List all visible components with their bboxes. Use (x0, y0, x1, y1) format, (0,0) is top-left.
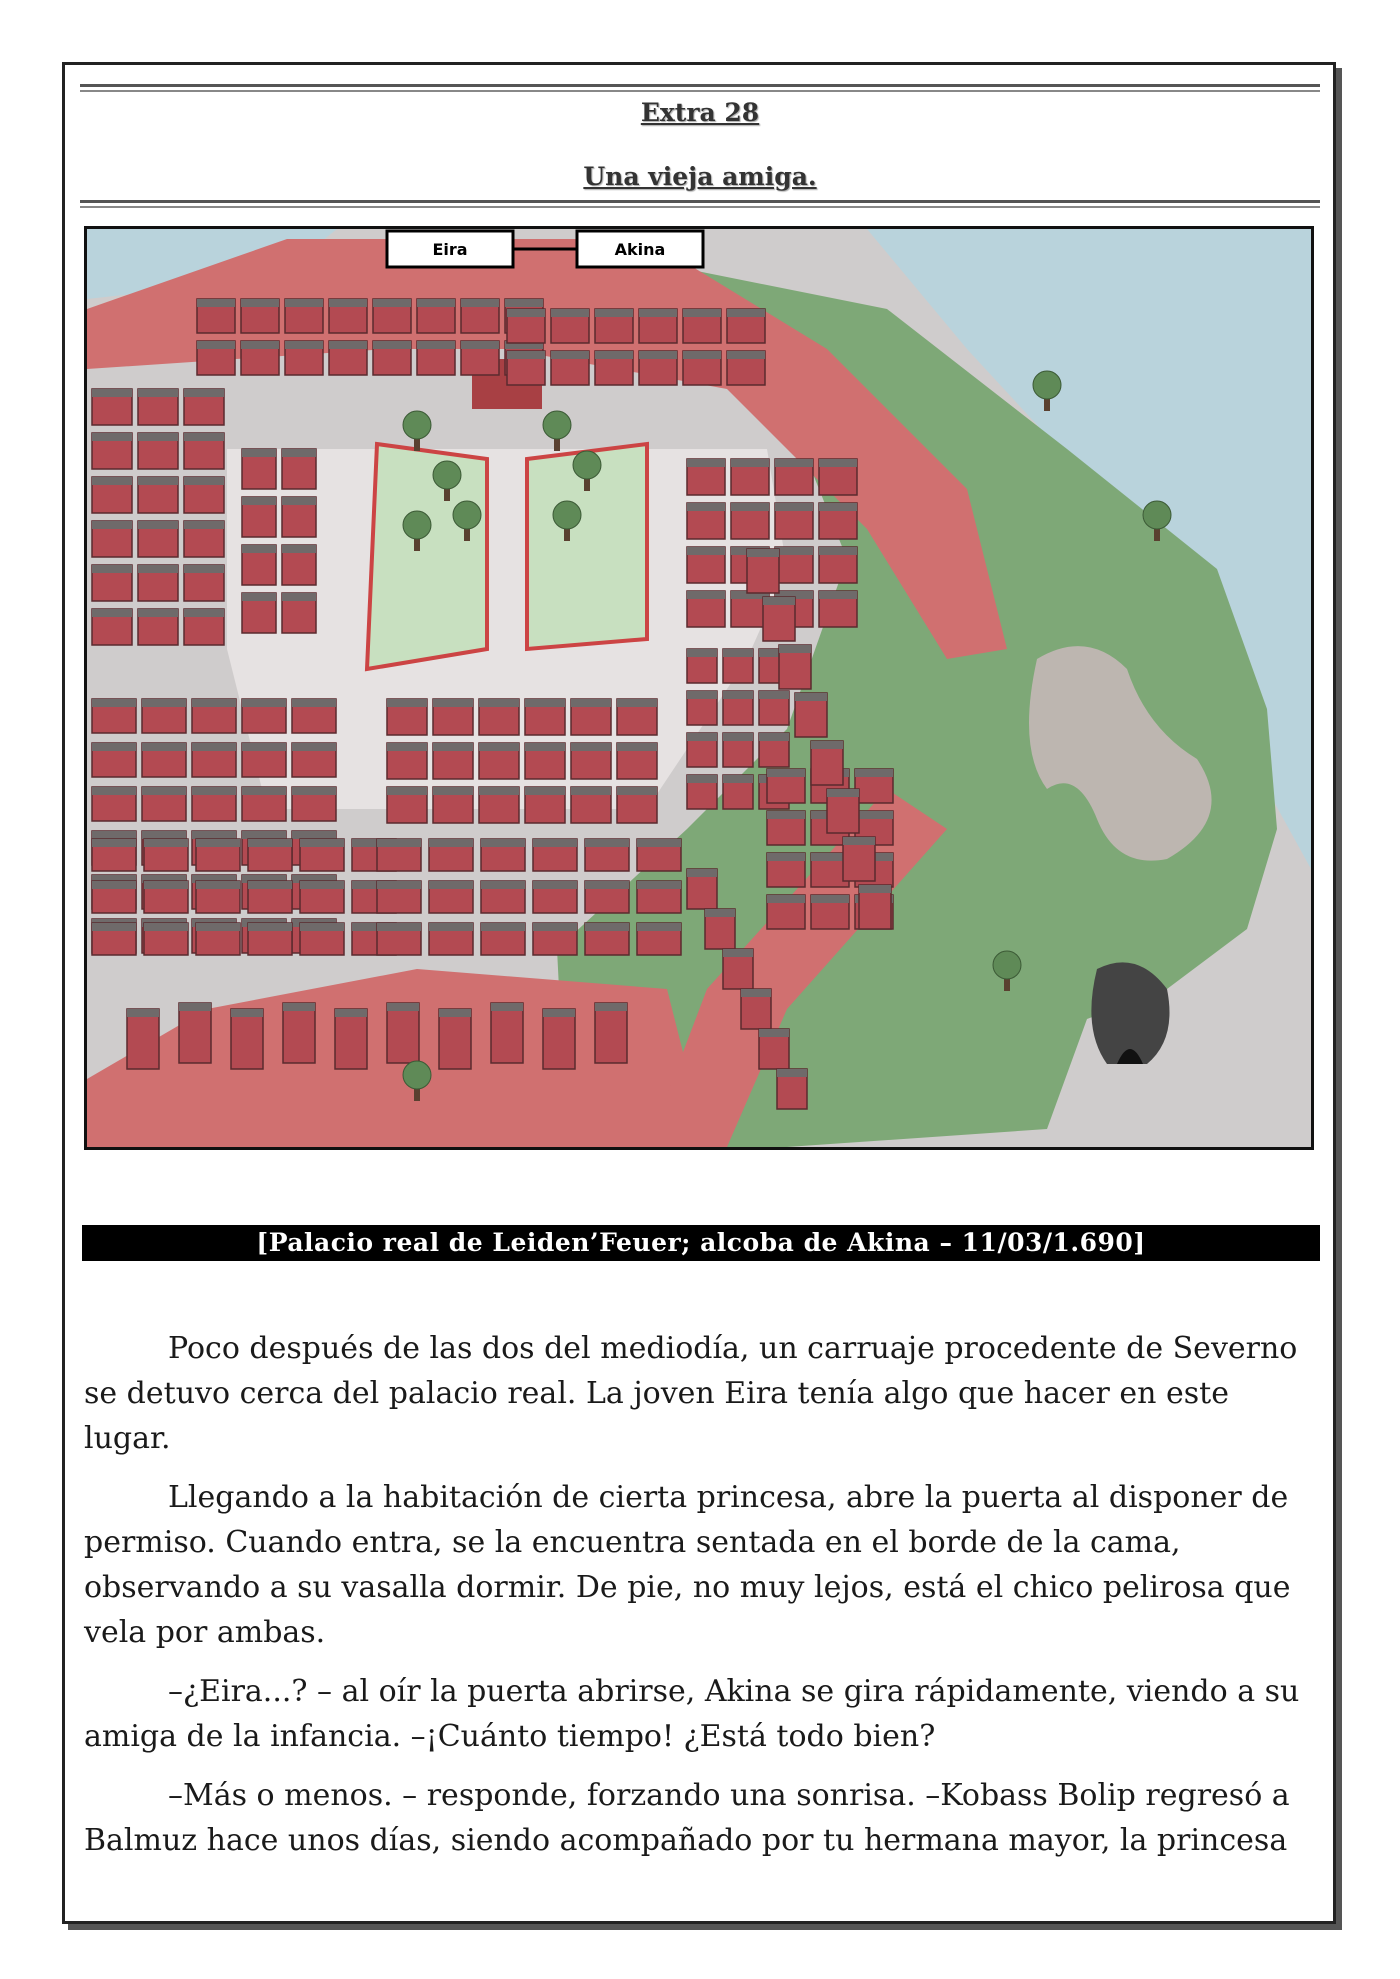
building (687, 691, 717, 725)
building (507, 351, 545, 385)
building (92, 609, 132, 645)
building (242, 787, 286, 821)
building (184, 521, 224, 557)
building (747, 549, 779, 593)
building (481, 923, 525, 955)
building (637, 839, 681, 871)
building (184, 389, 224, 425)
building (192, 743, 236, 777)
building (727, 351, 765, 385)
building (767, 769, 805, 803)
map-label-akina (577, 231, 703, 267)
building (759, 691, 789, 725)
building (819, 459, 857, 495)
building (144, 839, 188, 871)
title-divider (80, 200, 1320, 208)
building (92, 477, 132, 513)
building (551, 351, 589, 385)
building (192, 787, 236, 821)
building (723, 775, 753, 809)
building (819, 591, 857, 627)
building (300, 881, 344, 913)
building (775, 503, 813, 539)
building (705, 909, 735, 949)
building (248, 923, 292, 955)
building (763, 597, 795, 641)
building (481, 839, 525, 871)
building (723, 949, 753, 989)
building (248, 881, 292, 913)
building (138, 521, 178, 557)
building (387, 1003, 419, 1063)
building (285, 341, 323, 375)
building (507, 309, 545, 343)
building (242, 743, 286, 777)
building (127, 1009, 159, 1069)
building (242, 497, 276, 537)
building (731, 459, 769, 495)
building (138, 477, 178, 513)
building (741, 989, 771, 1029)
building (184, 565, 224, 601)
building (92, 433, 132, 469)
building (687, 649, 717, 683)
building (387, 787, 427, 823)
building (811, 895, 849, 929)
location-banner: [Palacio real de Leiden’Feuer; alcoba de Akina – 11/03/1.690] (82, 1225, 1320, 1261)
building (687, 869, 717, 909)
building (282, 593, 316, 633)
building (242, 449, 276, 489)
building (242, 593, 276, 633)
building (759, 1029, 789, 1069)
building (196, 881, 240, 913)
building (285, 299, 323, 333)
garden-left (367, 444, 487, 669)
building (687, 733, 717, 767)
building (92, 699, 136, 733)
building (192, 699, 236, 733)
building (248, 839, 292, 871)
building (283, 1003, 315, 1063)
building (433, 743, 473, 779)
building (571, 787, 611, 823)
map-label-eira (387, 231, 513, 267)
building (377, 839, 421, 871)
building (775, 547, 813, 583)
building (377, 881, 421, 913)
building (282, 545, 316, 585)
building (723, 733, 753, 767)
building (595, 309, 633, 343)
building (92, 923, 136, 955)
building (687, 503, 725, 539)
building (429, 839, 473, 871)
building (138, 389, 178, 425)
building (461, 341, 499, 375)
building (639, 351, 677, 385)
building (855, 769, 893, 803)
building (329, 299, 367, 333)
building (329, 341, 367, 375)
building (241, 341, 279, 375)
story-text (84, 1326, 1316, 1877)
building (637, 923, 681, 955)
building (617, 787, 657, 823)
building (282, 449, 316, 489)
building (767, 811, 805, 845)
building (377, 923, 421, 955)
building (417, 299, 455, 333)
building (92, 521, 132, 557)
building (433, 699, 473, 735)
building (373, 341, 411, 375)
paragraph: –Más o menos. – responde, forzando una sonrisa. –Kobass Bolip regresó a Balmuz hace unos días, siendo acompañado por tu hermana mayor, la princesa (84, 1778, 1290, 1858)
building (335, 1009, 367, 1069)
building (533, 923, 577, 955)
building (819, 503, 857, 539)
building (637, 881, 681, 913)
building (142, 787, 186, 821)
building (767, 853, 805, 887)
paragraph: Poco después de las dos del mediodía, un carruaje procedente de Severno se detuvo cerca del palacio real. La joven Eira tenía algo que hacer en este lugar. (84, 1331, 1298, 1456)
building (138, 433, 178, 469)
building (843, 837, 875, 881)
building (687, 459, 725, 495)
building (617, 743, 657, 779)
building (571, 743, 611, 779)
building (433, 787, 473, 823)
building (687, 591, 725, 627)
building (585, 923, 629, 955)
building (859, 885, 891, 929)
building (144, 923, 188, 955)
paragraph: Llegando a la habitación de cierta princesa, abre la puerta al disponer de permiso. Cuando entra, se la encuentra sentada en el borde de la cama, observando a su vasalla dormir. De pie, no muy lejos, está el chico pelirosa que vela por ambas. (84, 1480, 1291, 1650)
building (585, 881, 629, 913)
building (533, 881, 577, 913)
building (461, 299, 499, 333)
building (525, 787, 565, 823)
top-divider (80, 84, 1320, 92)
building (292, 699, 336, 733)
building (179, 1003, 211, 1063)
building (767, 895, 805, 929)
building (759, 733, 789, 767)
svg-text:Eira: Eira (432, 240, 468, 259)
building (373, 299, 411, 333)
chapter-title: Una vieja amiga. (583, 162, 817, 191)
building (491, 1003, 523, 1063)
building (683, 351, 721, 385)
building (525, 743, 565, 779)
building (595, 1003, 627, 1063)
building (525, 699, 565, 735)
building (138, 609, 178, 645)
building (479, 787, 519, 823)
building (481, 881, 525, 913)
building (300, 839, 344, 871)
building (811, 741, 843, 785)
building (795, 693, 827, 737)
building (197, 341, 235, 375)
building (723, 691, 753, 725)
building (429, 881, 473, 913)
building (196, 923, 240, 955)
building (292, 787, 336, 821)
building (543, 1009, 575, 1069)
building (92, 787, 136, 821)
building (292, 743, 336, 777)
building (242, 545, 276, 585)
building (779, 645, 811, 689)
building (184, 609, 224, 645)
building (731, 503, 769, 539)
building (819, 547, 857, 583)
building (138, 565, 178, 601)
svg-text:Akina: Akina (614, 240, 666, 259)
building (723, 649, 753, 683)
building (387, 699, 427, 735)
building (585, 839, 629, 871)
building (617, 699, 657, 735)
building (551, 309, 589, 343)
building (687, 775, 717, 809)
building (439, 1009, 471, 1069)
building (387, 743, 427, 779)
building (687, 547, 725, 583)
building (479, 743, 519, 779)
building (231, 1009, 263, 1069)
building (92, 565, 132, 601)
building (282, 497, 316, 537)
building (595, 351, 633, 385)
building (92, 839, 136, 871)
building (571, 699, 611, 735)
paragraph: –¿Eira...? – al oír la puerta abrirse, Akina se gira rápidamente, viendo a su amiga de la infancia. –¡Cuánto tiempo! ¿Está todo bien? (84, 1674, 1300, 1754)
building (92, 881, 136, 913)
building (144, 881, 188, 913)
building (142, 699, 186, 733)
building (429, 923, 473, 955)
building (533, 839, 577, 871)
chapter-number: Extra 28 (640, 98, 760, 127)
building (639, 309, 677, 343)
building (775, 459, 813, 495)
building (184, 433, 224, 469)
building (300, 923, 344, 955)
building (242, 699, 286, 733)
building (727, 309, 765, 343)
building (92, 389, 132, 425)
building (184, 477, 224, 513)
building (417, 341, 455, 375)
building (241, 299, 279, 333)
building (196, 839, 240, 871)
building (777, 1069, 807, 1109)
building (142, 743, 186, 777)
building (827, 789, 859, 833)
building (92, 743, 136, 777)
building (683, 309, 721, 343)
city-map (84, 226, 1314, 1150)
building (197, 299, 235, 333)
building (479, 699, 519, 735)
